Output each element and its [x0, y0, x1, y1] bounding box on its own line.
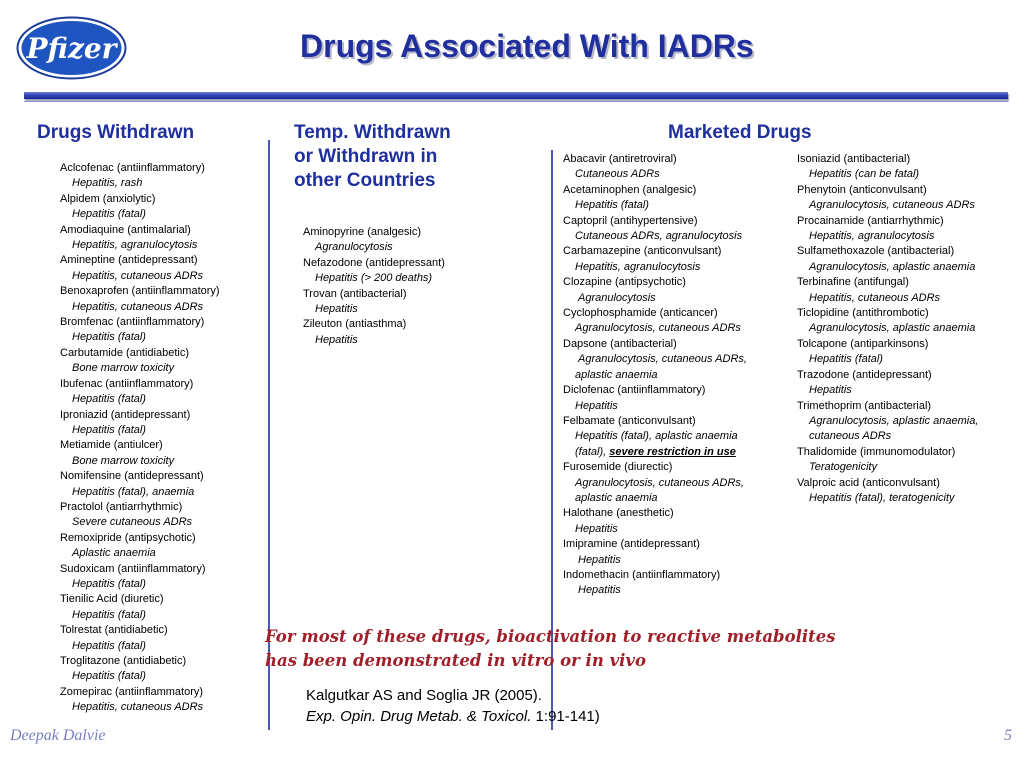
list-item: [563, 337, 747, 383]
note-line-1: For most of these drugs, bioactivation to reactive metabolites: [265, 627, 836, 646]
list-item: [60, 592, 220, 623]
drug-effect: Hepatitis: [575, 399, 618, 412]
drug-effect: Teratogenicity: [809, 461, 878, 474]
list-item: [60, 284, 220, 315]
list-item: [797, 306, 978, 337]
drug-name: Carbutamide (antidiabetic): [60, 346, 190, 359]
pfizer-logo: [16, 16, 127, 80]
citation: [306, 685, 600, 727]
drug-name: Isoniazid (antibacterial): [797, 153, 911, 165]
drug-name: Benoxaprofen (antiinflammatory): [60, 285, 220, 298]
list-item: [797, 445, 978, 476]
list-item: [563, 383, 747, 414]
list-marketed-right: [797, 152, 978, 506]
list-item: [797, 244, 978, 275]
list-item: [60, 685, 220, 716]
drug-name: Alpidem (anxiolytic): [60, 192, 156, 205]
drug-effect: Hepatitis: [315, 303, 358, 316]
list-item: [60, 223, 220, 254]
drug-effect: Hepatitis (fatal), teratogenicity: [809, 491, 955, 504]
title-rule: [24, 92, 1008, 99]
drug-effect: Hepatitis (fatal): [72, 639, 146, 652]
drug-name: Carbamazepine (anticonvulsant): [563, 245, 722, 258]
drug-effect: Hepatitis, cutaneous ADRs: [72, 300, 204, 313]
drug-effect: Hepatitis (fatal): [809, 353, 883, 366]
drug-effect-cont: cutaneous ADRs: [809, 430, 892, 443]
slide-title: Drugs Associated With IADRs: [300, 28, 754, 64]
drug-effect: Hepatitis (fatal): [72, 608, 146, 621]
drug-name: Dapsone (antibacterial): [563, 337, 677, 350]
drug-effect: Hepatitis (fatal): [72, 331, 146, 344]
list-item: [303, 287, 445, 318]
list-item: [563, 568, 747, 599]
heading-temp-withdrawn: [294, 121, 451, 193]
list-item: [60, 500, 220, 531]
drug-effect: Hepatitis, agranulocytosis: [575, 260, 701, 273]
drug-effect: Bone marrow toxicity: [72, 362, 175, 375]
drug-name: Aclcofenac (antiinflammatory): [60, 162, 205, 174]
drug-effect-cont-text: (fatal),: [575, 445, 607, 458]
drug-effect: Agranulocytosis, cutaneous ADRs,: [575, 476, 744, 489]
drug-name: Captopril (antihypertensive): [563, 214, 698, 227]
bioactivation-note: [265, 625, 836, 673]
drug-effect: Agranulocytosis, aplastic anaemia: [809, 260, 976, 273]
heading-marketed-drugs: Marketed Drugs: [668, 122, 812, 143]
drug-effect: Hepatitis, cutaneous ADRs: [72, 269, 204, 282]
drug-name: Amineptine (antidepressant): [60, 254, 198, 267]
drug-effect: Aplastic anaemia: [72, 547, 156, 560]
list-item: [797, 399, 978, 445]
list-item: [563, 214, 747, 245]
drug-name: Felbamate (anticonvulsant): [563, 414, 696, 427]
list-item: [563, 244, 747, 275]
list-item: [60, 654, 220, 685]
drug-name: Trazodone (antidepressant): [797, 368, 932, 381]
drug-effect: Agranulocytosis: [315, 241, 393, 254]
drug-effect: Cutaneous ADRs, agranulocytosis: [575, 230, 743, 243]
list-item: [563, 152, 747, 183]
drug-name: Zomepirac (antiinflammatory): [60, 685, 204, 698]
list-item: [60, 469, 220, 500]
drug-name: Troglitazone (antidiabetic): [60, 655, 187, 667]
drug-name: Bromfenac (antiinflammatory): [60, 316, 205, 329]
drug-effect: Hepatitis: [575, 522, 618, 535]
list-item: [797, 337, 978, 368]
list-item: [797, 152, 978, 183]
list-item: [563, 537, 747, 568]
drug-name: Thalidomide (immunomodulator): [797, 445, 956, 458]
list-item: [60, 346, 220, 377]
list-item: [60, 192, 220, 223]
drug-effect: Hepatitis (fatal), aplastic anaemia: [575, 430, 738, 443]
list-item: [563, 506, 747, 537]
drug-effect: Hepatitis (can be fatal): [809, 168, 920, 181]
drug-effect: Hepatitis (fatal): [72, 670, 146, 683]
note-line-2: has been demonstrated in vitro or in vivo: [265, 651, 647, 670]
drug-effect: Agranulocytosis, cutaneous ADRs: [575, 322, 741, 335]
title-rule-thin: [24, 101, 1008, 102]
drug-effect: Hepatitis, agranulocytosis: [809, 230, 935, 243]
drug-name: Imipramine (antidepressant): [563, 538, 700, 551]
list-item: [60, 161, 220, 192]
list-item: [303, 256, 445, 287]
drug-effect: Hepatitis: [315, 333, 358, 346]
drug-name: Tolrestat (antidiabetic): [60, 624, 168, 637]
drug-effect: Hepatitis (fatal): [72, 423, 146, 436]
drug-effect: Hepatitis: [578, 584, 621, 597]
drug-effect-cont: aplastic anaemia: [575, 368, 658, 381]
drug-effect: Severe cutaneous ADRs: [72, 516, 193, 529]
drug-name: Sulfamethoxazole (antibacterial): [797, 245, 955, 258]
list-item: [797, 183, 978, 214]
list-item: [303, 317, 445, 348]
list-item: [60, 623, 220, 654]
list-item: [60, 315, 220, 346]
citation-source: [306, 706, 600, 727]
heading-temp-line-1: Temp. Withdrawn: [294, 122, 451, 143]
drug-effect: Hepatitis (fatal), anaemia: [72, 485, 195, 498]
list-item: [797, 275, 978, 306]
heading-drugs-withdrawn: Drugs Withdrawn: [37, 122, 195, 143]
drug-name: Aminopyrine (analgesic): [303, 226, 421, 238]
drug-effect: Hepatitis, rash: [72, 177, 143, 190]
list-item: [563, 275, 747, 306]
page-number: 5: [1004, 727, 1012, 744]
citation-ref: 1:91-141): [531, 708, 600, 725]
drug-effect: Hepatitis (fatal): [72, 393, 146, 406]
citation-authors: Kalgutkar AS and Soglia JR (2005).: [306, 687, 542, 704]
drug-name: Cyclophosphamide (anticancer): [563, 307, 718, 320]
list-item: [60, 438, 220, 469]
drug-effect: Hepatitis (fatal): [72, 577, 146, 590]
heading-temp-line-2: or Withdrawn in: [294, 146, 438, 167]
list-item: [797, 476, 978, 507]
drug-effect: Hepatitis (fatal): [72, 208, 146, 221]
drug-effect-cont: aplastic anaemia: [575, 491, 658, 504]
drug-name: Phenytoin (anticonvulsant): [797, 183, 927, 196]
drug-name: Iproniazid (antidepressant): [60, 408, 191, 421]
list-item: [563, 183, 747, 214]
drug-name: Furosemide (diurectic): [563, 461, 673, 474]
drug-name: Amodiaquine (antimalarial): [60, 223, 191, 236]
drug-name: Nomifensine (antidepressant): [60, 470, 204, 483]
drug-name: Zileuton (antiasthma): [303, 318, 407, 331]
list-item: [563, 460, 747, 506]
citation-journal: Exp. Opin. Drug Metab. & Toxicol.: [306, 708, 532, 725]
drug-effect: Hepatitis (> 200 deaths): [315, 272, 433, 285]
list-drugs-withdrawn: [60, 161, 220, 716]
list-marketed-left: [563, 152, 747, 599]
drug-effect: Agranulocytosis: [578, 291, 656, 304]
drug-effect: Hepatitis, cutaneous ADRs: [72, 701, 204, 714]
drug-name: Valproic acid (anticonvulsant): [797, 476, 940, 489]
drug-name: Remoxipride (antipsychotic): [60, 531, 196, 544]
drug-name: Metiamide (antiulcer): [60, 439, 163, 452]
drug-name: Trimethoprim (antibacterial): [797, 399, 932, 412]
drug-effect: Cutaneous ADRs: [575, 168, 660, 181]
drug-name: Abacavir (antiretroviral): [563, 153, 677, 165]
drug-name: Tolcapone (antiparkinsons): [797, 337, 929, 350]
drug-effect: Hepatitis (fatal): [575, 199, 649, 212]
list-item: [60, 408, 220, 439]
drug-name: Tienilic Acid (diuretic): [60, 593, 164, 606]
list-temp-withdrawn: [303, 225, 445, 348]
drug-effect-cont: [563, 445, 747, 460]
heading-temp-line-3: other Countries: [294, 170, 436, 191]
list-item: [303, 225, 445, 256]
list-item: [563, 306, 747, 337]
drug-name: Procainamide (antiarrhythmic): [797, 214, 944, 227]
drug-name: Ibufenac (antiinflammatory): [60, 377, 194, 390]
list-item: [60, 531, 220, 562]
list-item: [60, 377, 220, 408]
drug-name: Ticlopidine (antithrombotic): [797, 307, 929, 320]
drug-effect: Bone marrow toxicity: [72, 454, 175, 467]
drug-effect: Hepatitis: [578, 553, 621, 566]
drug-name: Sudoxicam (antiinflammatory): [60, 562, 206, 575]
drug-effect: Hepatitis: [809, 384, 852, 397]
drug-name: Practolol (antiarrhythmic): [60, 500, 183, 513]
list-item: [60, 253, 220, 284]
drug-effect: Agranulocytosis, aplastic anaemia: [809, 322, 976, 335]
drug-effect: Agranulocytosis, cutaneous ADRs: [809, 199, 975, 212]
drug-effect: Hepatitis, cutaneous ADRs: [809, 291, 941, 304]
list-item: [60, 562, 220, 593]
footer-author: Deepak Dalvie: [10, 727, 106, 744]
drug-name: Clozapine (antipsychotic): [563, 276, 686, 289]
drug-name: Indomethacin (antiinflammatory): [563, 568, 721, 581]
drug-effect: Agranulocytosis, cutaneous ADRs,: [578, 353, 747, 366]
list-item: [797, 368, 978, 399]
drug-effect: Hepatitis, agranulocytosis: [72, 239, 198, 252]
drug-name: Diclofenac (antiinflammatory): [563, 384, 706, 397]
drug-name: Acetaminophen (analgesic): [563, 183, 697, 196]
logo-text: Pfizer: [26, 32, 117, 65]
list-item: [563, 414, 747, 460]
drug-effect: Agranulocytosis, aplastic anaemia,: [809, 414, 979, 427]
list-item: [797, 214, 978, 245]
restriction-note: severe restriction in use: [609, 445, 736, 458]
drug-name: Nefazodone (antidepressant): [303, 256, 445, 269]
drug-name: Terbinafine (antifungal): [797, 276, 909, 289]
drug-name: Trovan (antibacterial): [303, 287, 407, 300]
drug-name: Halothane (anesthetic): [563, 507, 674, 520]
